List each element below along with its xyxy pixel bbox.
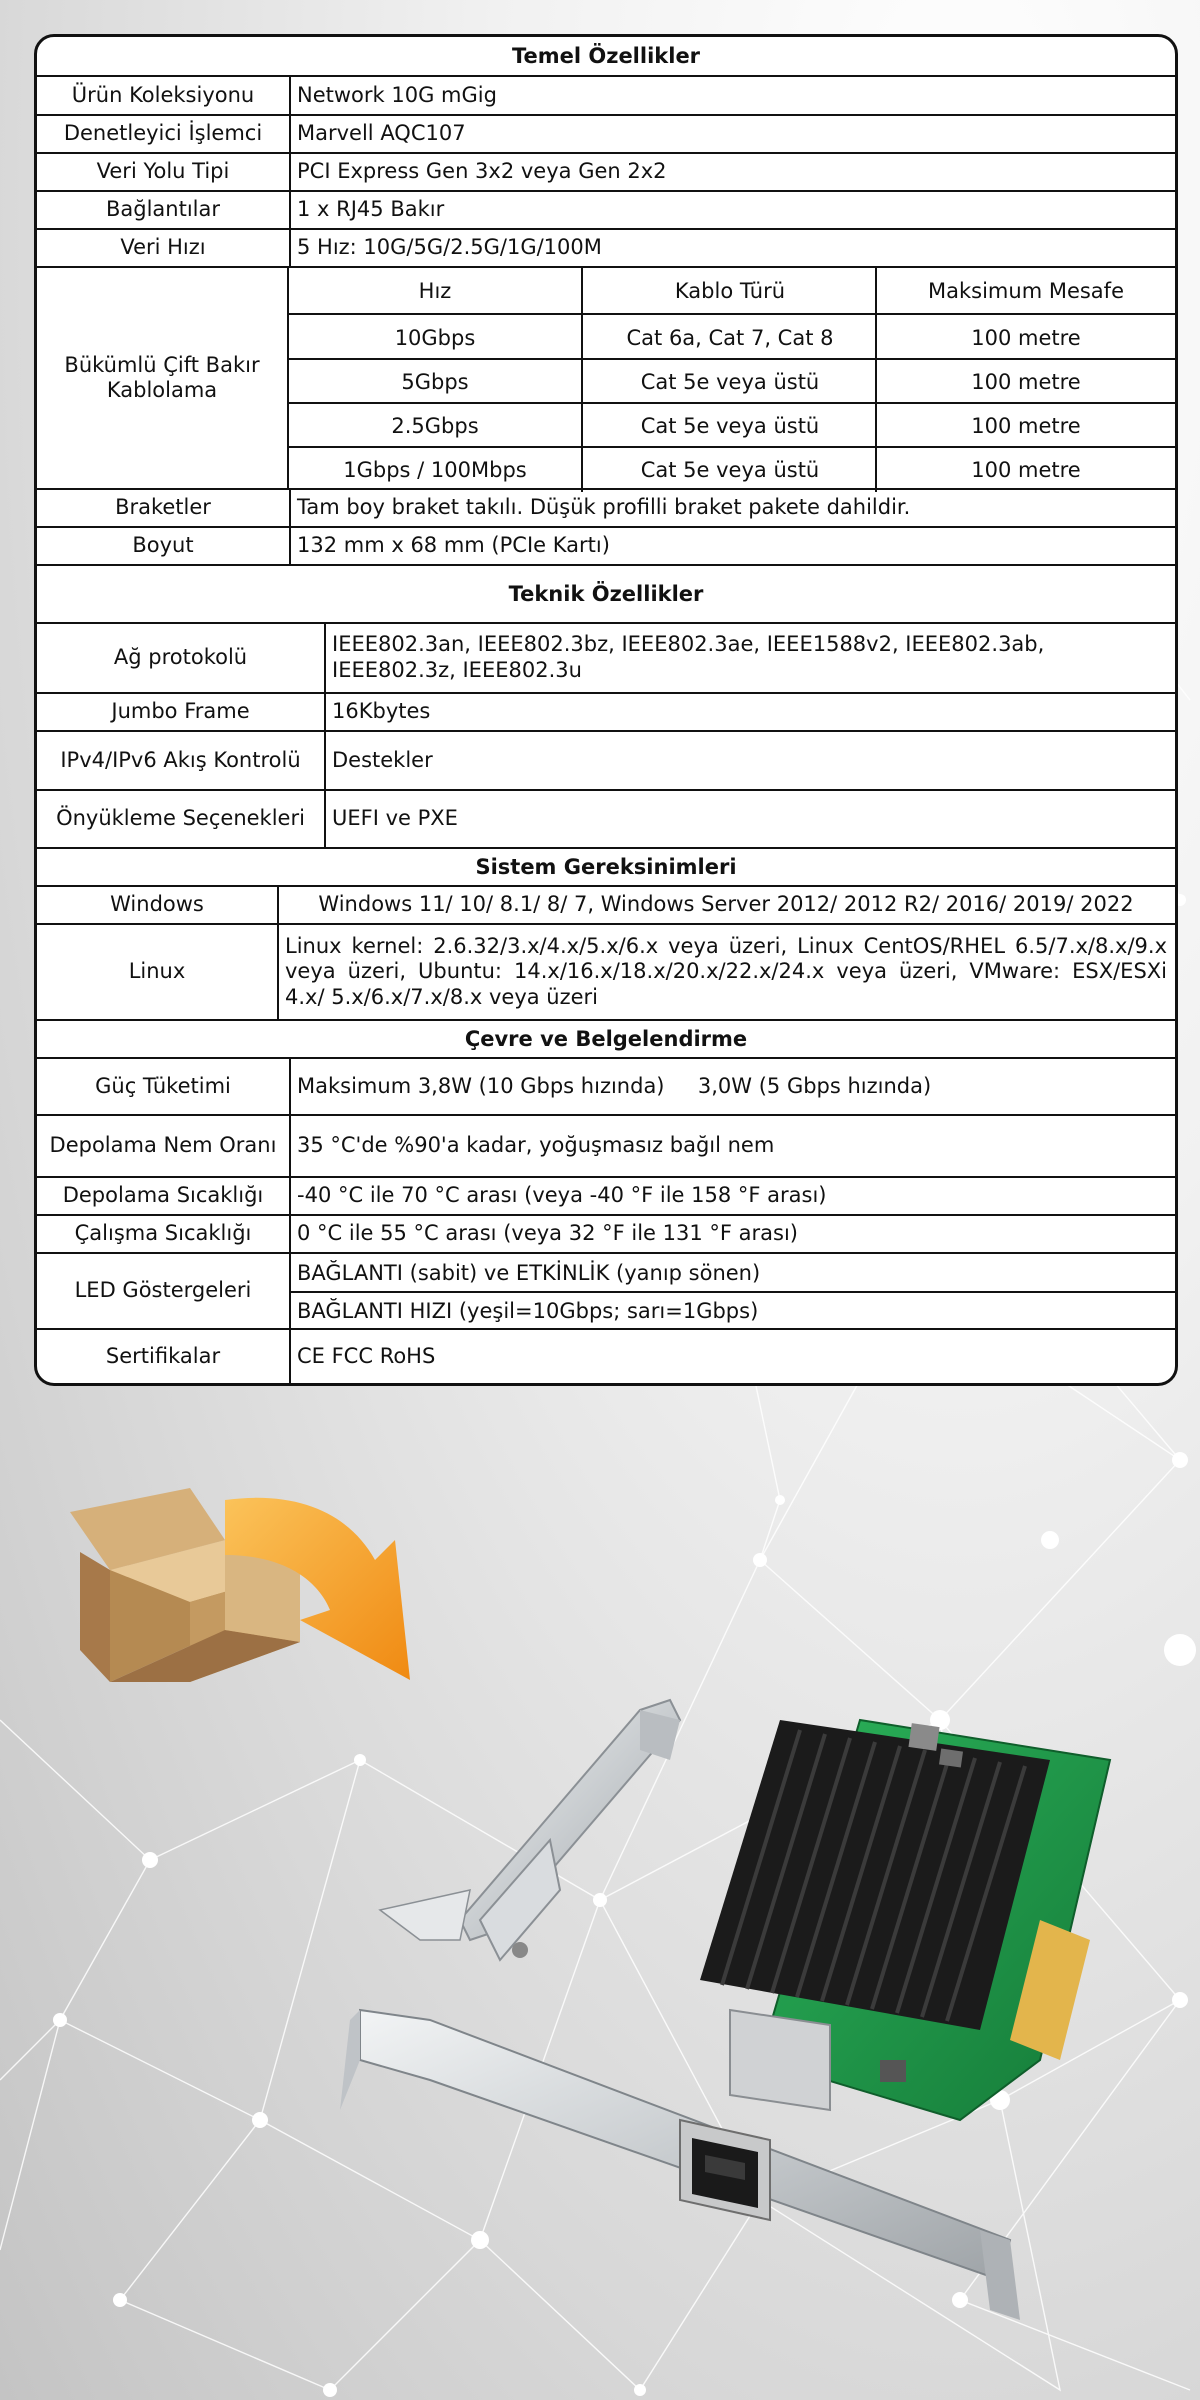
row-denetleyici [37,114,1175,152]
row-kablolama [37,266,1175,488]
network-card-illustration [340,1720,1110,2320]
cabling-header-row [289,268,1175,313]
row-label: LED Göstergeleri [37,1254,291,1328]
row-sertifikalar [37,1328,1175,1383]
cabling-cell: 1Gbps / 100Mbps [343,458,527,482]
cabling-row [289,313,1175,360]
row-value: 1 x RJ45 Bakır [297,197,445,222]
row-label: Windows [37,887,279,923]
section-header-cevre [37,1019,1175,1057]
cabling-cell: 2.5Gbps [391,414,479,438]
row-value: IEEE802.3an, IEEE802.3bz, IEEE802.3ae, IEEE1588v2, IEEE802.3ab, IEEE802.3z, IEEE802.3u [332,632,1045,682]
row-braketler [37,488,1175,526]
row-label: Ağ protokolü [37,624,326,692]
cabling-cell: Cat 6a, Cat 7, Cat 8 [581,315,877,360]
row-value: 132 mm x 68 mm (PCIe Kartı) [297,533,610,558]
row-label: Veri Yolu Tipi [37,154,291,190]
row-value: Tam boy braket takılı. Düşük profilli braket pakete dahildir. [297,495,911,520]
section-title: Sistem Gereksinimleri [475,855,737,879]
row-value: 35 °C'de %90'a kadar, yoğuşmasız bağıl nem [297,1133,775,1158]
cabling-cell: 5Gbps [401,370,469,394]
cabling-cell: Cat 5e veya üstü [581,404,877,448]
row-label: Bükümlü Çift Bakır Kablolama [37,268,289,488]
section-header-teknik [37,564,1175,622]
row-baglantilar [37,190,1175,228]
row-ag-protokolu [37,622,1175,692]
cabling-header-cell: Hız [418,278,452,303]
row-value: Windows 11/ 10/ 8.1/ 8/ 7, Windows Server 2012/ 2012 R2/ 2016/ 2019/ 2022 [318,892,1134,917]
row-value: Maksimum 3,8W (10 Gbps hızında) 3,0W (5 Gbps hızında) [297,1073,932,1098]
row-urun-koleksiyonu [37,75,1175,114]
rj45-port [680,2120,770,2220]
product-illustration [0,1420,1200,2400]
row-akis-kontrolu [37,730,1175,789]
row-depolama-sicakligi [37,1176,1175,1214]
cabling-row [289,446,1175,492]
row-value: 16Kbytes [332,699,431,724]
row-value: 0 °C ile 55 °C arası (veya 32 °F ile 131 °F arası) [297,1221,798,1246]
cabling-row [289,358,1175,404]
cabling-cell: Cat 5e veya üstü [581,360,877,404]
row-label: Linux [37,925,279,1019]
row-value: -40 °C ile 70 °C arası (veya -40 °F ile 158 °F arası) [297,1183,827,1208]
row-value: Marvell AQC107 [297,121,466,146]
row-value: 5 Hız: 10G/5G/2.5G/1G/100M [297,235,602,260]
row-windows [37,885,1175,923]
row-guc-tuketimi [37,1057,1175,1114]
row-value: BAĞLANTI (sabit) ve ETKİNLİK (yanıp sönen) [297,1261,761,1285]
cabling-header-cell: Kablo Türü [581,268,877,313]
cabling-cell: Cat 5e veya üstü [581,448,877,492]
row-onyukleme [37,789,1175,847]
cabling-cell: 100 metre [875,404,1175,448]
cabling-cell: 100 metre [875,315,1175,360]
row-value: PCI Express Gen 3x2 veya Gen 2x2 [297,159,667,184]
row-veri-hizi [37,228,1175,266]
row-label: Depolama Nem Oranı [37,1116,291,1176]
section-title: Çevre ve Belgelendirme [464,1027,748,1051]
row-value: CE FCC RoHS [297,1343,436,1368]
section-title: Temel Özellikler [511,44,701,68]
row-veri-yolu [37,152,1175,190]
row-label: Boyut [37,528,291,564]
row-label: Ürün Koleksiyonu [37,77,291,114]
cabling-cell: 100 metre [875,448,1175,492]
row-led-gostergeleri [37,1252,1175,1328]
row-label: Çalışma Sıcaklığı [37,1216,291,1252]
row-label: Güç Tüketimi [37,1059,291,1114]
row-jumbo-frame [37,692,1175,730]
row-label: Braketler [37,490,291,526]
cabling-header-cell: Maksimum Mesafe [875,268,1175,313]
row-label: Sertifikalar [37,1330,291,1383]
row-value: Destekler [332,747,433,772]
row-nem-orani [37,1114,1175,1176]
section-header-temel [37,37,1175,75]
row-label: Veri Hızı [37,230,291,266]
row-value: UEFI ve PXE [332,806,458,831]
row-linux [37,923,1175,1019]
row-label: Denetleyici İşlemci [37,116,291,152]
row-value: Linux kernel: 2.6.32/3.x/4.x/5.x/6.x veya üzeri, Linux CentOS/RHEL 6.5/7.x/8.x/9.x veya üzeri, Ubuntu: 14.x/16.x/18.x/20.x/22.x/24.x veya üzeri, VMware: ESX/ESXi 4.x/ 5.x/6.x/7.x/8.x veya üzeri [285,933,1167,1009]
row-calisma-sicakligi [37,1214,1175,1252]
spec-table [34,34,1178,1386]
cabling-cell: 100 metre [875,360,1175,404]
row-value: Network 10G mGig [297,82,497,107]
cabling-row [289,402,1175,448]
led-values [289,1254,1175,1328]
row-label: Jumbo Frame [37,694,326,730]
section-title: Teknik Özellikler [508,582,704,606]
row-label: Bağlantılar [37,192,291,228]
row-label: Önyükleme Seçenekleri [37,791,326,847]
section-header-sistem [37,847,1175,885]
row-boyut [37,526,1175,564]
row-label: Depolama Sıcaklığı [37,1178,291,1214]
low-profile-bracket-illustration [380,1700,680,1960]
row-label: IPv4/IPv6 Akış Kontrolü [37,732,326,789]
row-value: BAĞLANTI HIZI (yeşil=10Gbps; sarı=1Gbps) [297,1299,759,1323]
cabling-table [289,268,1175,488]
cabling-cell: 10Gbps [394,325,476,350]
